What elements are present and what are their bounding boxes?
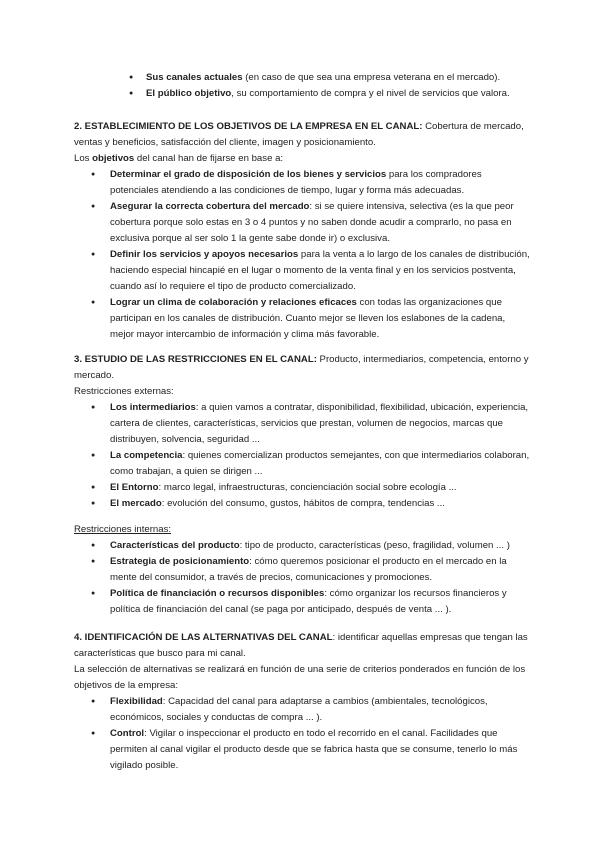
objectives-list — [74, 167, 530, 343]
heading-title: 3. ESTUDIO DE LAS RESTRICCIONES EN EL CANAL: — [74, 354, 317, 365]
item-text: , su comportamiento de compra y el nivel de servicios que valora. — [231, 88, 510, 99]
list-item — [74, 295, 530, 343]
item-term: Determinar el grado de disposición de los bienes y servicios — [110, 169, 387, 180]
section-4-lead: La selección de alternativas se realizará en función de una serie de criterios ponderados en función de los objetivos de la empresa: — [74, 664, 526, 691]
list-item — [74, 400, 530, 448]
item-text: para la venta a lo largo de los canales de distribución, haciendo especial hincapié en el lugar o momento de la venta final y en los servicios postventa, cuando así lo requiere el tipo de producto comercializado. — [110, 249, 530, 292]
item-text: : cómo organizar los recursos financieros y política de financiación del canal (se paga por anticipado, después de venta ... ). — [110, 588, 507, 615]
list-item — [74, 199, 530, 247]
list-item — [74, 538, 530, 554]
item-text: : si se quiere intensiva, selectiva (es la que peor cobertura porque solo estas en 3 o 4 puntos y no saben donde acudir a comprarlo, no pasa en exclusiva porque al ser solo 1 la gente sabe donde ir) o exclusiva. — [110, 201, 514, 244]
list-item — [74, 586, 530, 618]
section-3 — [74, 352, 530, 512]
item-term: La competencia — [110, 450, 183, 461]
item-term: El Entorno — [110, 482, 159, 493]
heading-text: Cobertura de mercado, ventas y beneficios, satisfacción del cliente, imagen y posicionamiento. — [74, 121, 524, 148]
list-item — [110, 70, 530, 86]
external-restrictions-label: Restricciones externas: — [74, 386, 174, 397]
item-term: Los intermediarios — [110, 402, 196, 413]
external-restrictions-list — [74, 400, 530, 512]
item-term: Asegurar la correcta cobertura del mercado — [110, 201, 310, 212]
item-term: El mercado — [110, 498, 162, 509]
heading-text: Producto, intermediarios, competencia, entorno y mercado. — [74, 354, 529, 381]
list-item — [74, 496, 530, 512]
internal-restrictions-list — [74, 538, 530, 618]
item-text: : Capacidad del canal para adaptarse a cambios (ambientales, tecnológicos, económicos, sociales y conductas de compra ... ). — [110, 696, 488, 723]
lead-text: del canal han de fijarse en base a: — [134, 153, 284, 164]
item-term: Sus canales actuales — [146, 72, 243, 83]
item-term: Estrategia de posicionamiento — [110, 556, 250, 567]
item-term: Definir los servicios y apoyos necesarios — [110, 249, 299, 260]
section-3-heading — [74, 352, 530, 384]
item-text: con todas las organizaciones que participan en los canales de distribución. Cuanto mejor se lleven los eslabones de la cadena, mejor mayor intercambio de información y clima más favorable. — [110, 297, 506, 340]
section-4-heading — [74, 630, 530, 662]
list-item — [74, 554, 530, 586]
lead-term: objetivos — [92, 153, 135, 164]
heading-title: 4. IDENTIFICACIÓN DE LAS ALTERNATIVAS DEL CANAL — [74, 632, 333, 643]
section-4 — [74, 630, 530, 774]
item-text: : tipo de producto, características (peso, fragilidad, volumen ... ) — [239, 540, 510, 551]
item-text: : evolución del consumo, gustos, hábitos de compra, tendencias ... — [161, 498, 445, 509]
list-item — [74, 480, 530, 496]
list-item — [110, 86, 530, 102]
section-2-lead — [74, 151, 530, 167]
item-text: para los compradores potenciales atendiendo a las condiciones de tiempo, lugar y forma más adecuadas. — [110, 169, 482, 196]
item-term: Características del producto — [110, 540, 240, 551]
item-term: El público objetivo — [146, 88, 232, 99]
item-text: (en caso de que sea una empresa veterana en el mercado). — [242, 72, 501, 83]
item-text: : cómo queremos posicionar el producto en el mercado en la mente del consumidor, a través de precios, comunicaciones y promociones. — [110, 556, 507, 583]
lead-text: Los — [74, 153, 93, 164]
list-item — [74, 726, 530, 774]
section-2 — [74, 119, 530, 343]
item-text: : quienes comercializan productos semejantes, con que intermediarios colaboran, como trabajan, a quien se dirigen ... — [110, 450, 530, 477]
item-term: Política de financiación o recursos disponibles — [110, 588, 325, 599]
list-item — [74, 167, 530, 199]
item-term: Control — [110, 728, 145, 739]
list-item — [74, 694, 530, 726]
list-item — [74, 247, 530, 295]
intro-list — [74, 70, 530, 102]
heading-text: : identificar aquellas empresas que tengan las características que busco para mi canal. — [74, 632, 528, 659]
item-text: : marco legal, infraestructuras, concienciación social sobre ecología ... — [158, 482, 457, 493]
internal-restrictions-label: Restricciones internas: — [74, 524, 172, 535]
item-text: : a quien vamos a contratar, disponibilidad, flexibilidad, ubicación, experiencia, cartera de clientes, características, servicios que prestan, volumen de negocios, marcas que distribuyen, solvencia, seguridad ... — [110, 402, 529, 445]
heading-title: 2. ESTABLECIMIENTO DE LOS OBJETIVOS DE LA EMPRESA EN EL CANAL: — [74, 121, 423, 132]
list-item — [74, 448, 530, 480]
item-text: : Vigilar o inspeccionar el producto en todo el recorrido en el canal. Facilidades que permiten al canal vigilar el producto desde que se fabrica hasta que se consume, tenerlo lo más vigilado posible. — [110, 728, 518, 771]
item-term: Flexibilidad — [110, 696, 163, 707]
criteria-list — [74, 694, 530, 774]
intro-section — [74, 70, 530, 102]
section-3-internal — [74, 522, 530, 618]
section-2-heading — [74, 119, 530, 151]
item-term: Lograr un clima de colaboración y relaciones eficaces — [110, 297, 357, 308]
